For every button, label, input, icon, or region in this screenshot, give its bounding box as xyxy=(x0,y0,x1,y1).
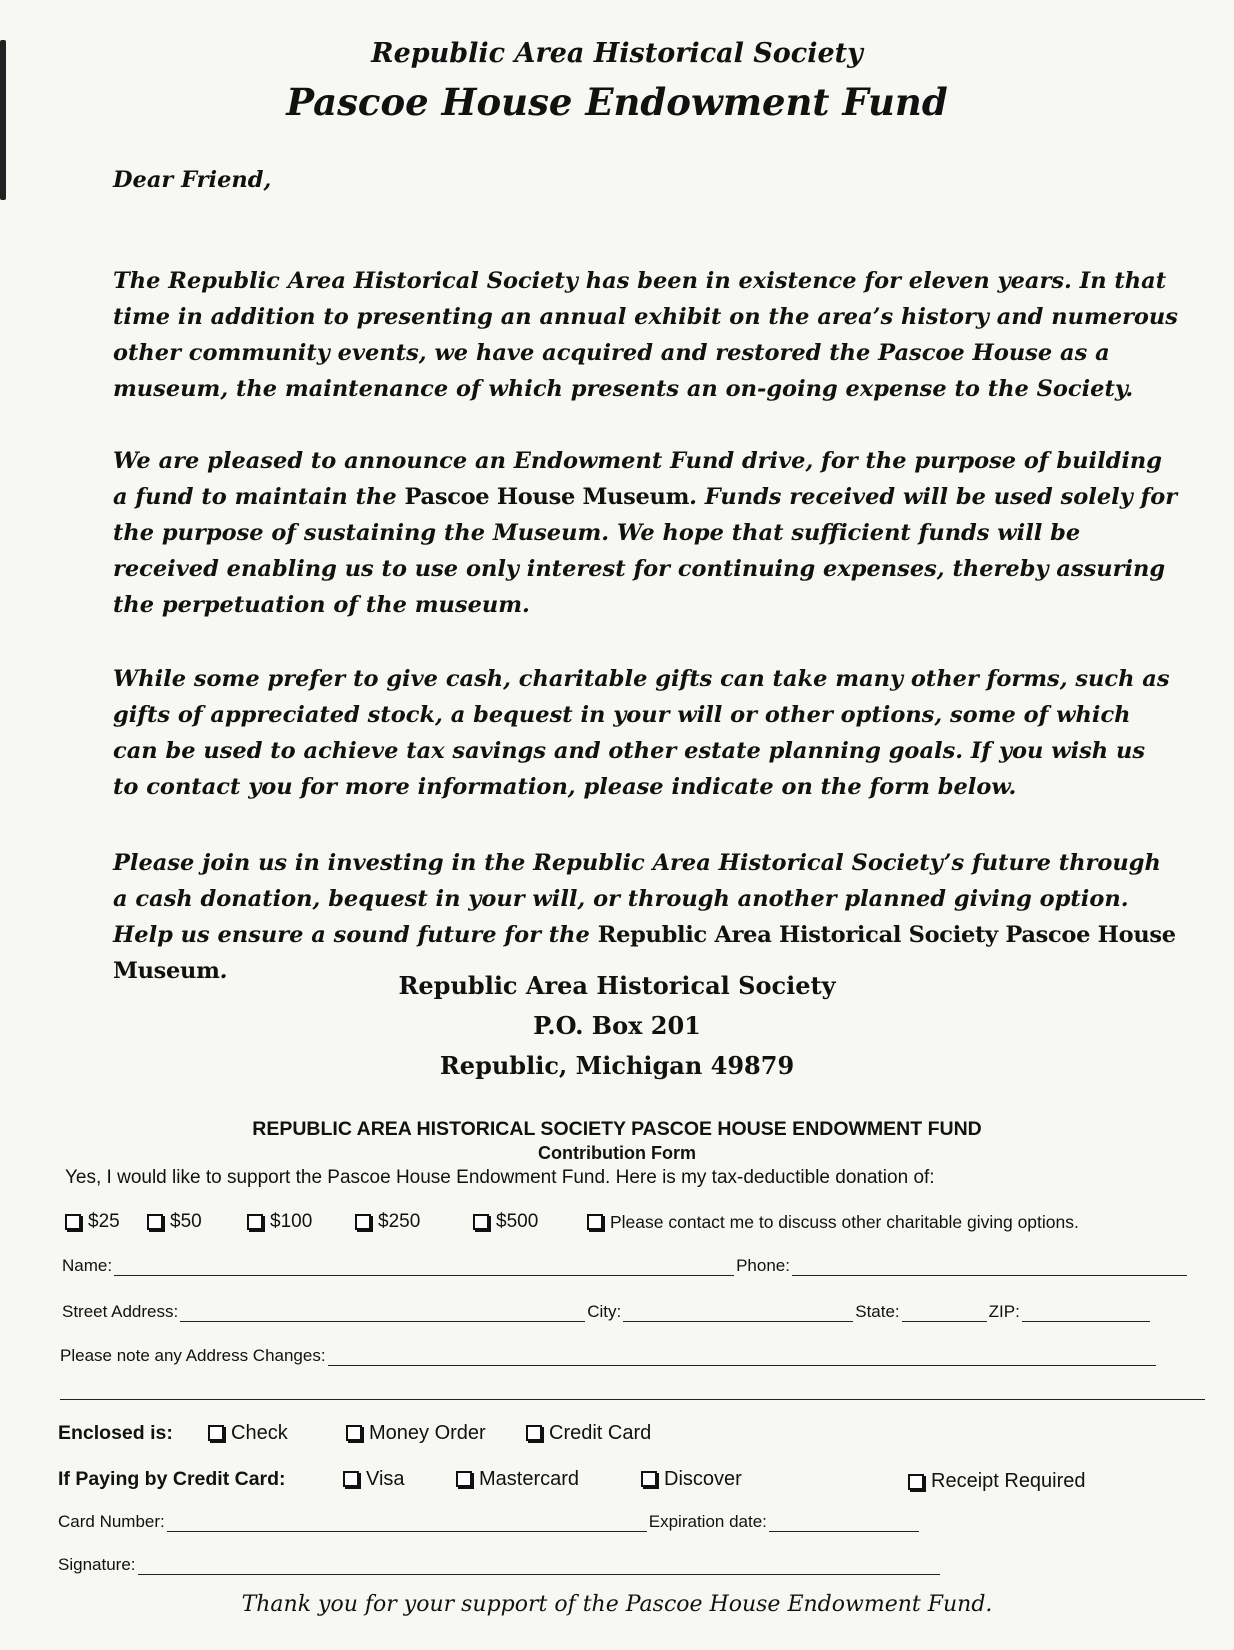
address-changes-row xyxy=(60,1346,1158,1366)
checkbox-icon xyxy=(526,1425,542,1441)
phone-field[interactable] xyxy=(792,1259,1187,1276)
amount-500-label: $500 xyxy=(496,1211,539,1232)
city-field[interactable] xyxy=(623,1305,853,1322)
amount-250-checkbox[interactable] xyxy=(355,1211,420,1233)
enclosed-label: Enclosed is: xyxy=(58,1421,173,1444)
check-checkbox[interactable] xyxy=(208,1422,288,1445)
letter-paragraph-1: The Republic Area Historical Society has been in existence for eleven years. In that time in addition to presenting an annual exhibit on the area’s history and numerous other community events, we have acquired and restored the Pascoe House as a museum, the maintenance of which presents an on-going expense to the Society. xyxy=(113,267,1178,402)
check-label: Check xyxy=(231,1421,288,1444)
street-address-field[interactable] xyxy=(180,1305,585,1322)
city-label: City: xyxy=(587,1302,622,1321)
checkbox-icon xyxy=(346,1425,362,1441)
address-line-2: P.O. Box 201 xyxy=(533,1011,701,1040)
amount-250-label: $250 xyxy=(378,1211,421,1232)
visa-label: Visa xyxy=(366,1467,405,1490)
zip-field[interactable] xyxy=(1022,1305,1150,1322)
paragraph-2-emphasis: Pascoe House Museum xyxy=(404,483,690,510)
checkbox-icon xyxy=(355,1214,371,1230)
amount-100-label: $100 xyxy=(270,1211,313,1232)
credit-card-label: Credit Card xyxy=(549,1421,652,1444)
card-number-label: Card Number: xyxy=(58,1512,165,1531)
card-number-row xyxy=(58,1512,921,1532)
money-order-label: Money Order xyxy=(369,1421,486,1444)
name-field[interactable] xyxy=(114,1259,734,1276)
checkbox-icon xyxy=(641,1471,657,1487)
checkbox-icon xyxy=(587,1214,603,1230)
mastercard-label: Mastercard xyxy=(479,1467,580,1490)
address-line-3: Republic, Michigan 49879 xyxy=(439,1051,795,1080)
state-label: State: xyxy=(855,1302,900,1321)
amount-500-checkbox[interactable] xyxy=(473,1211,538,1233)
receipt-required-label: Receipt Required xyxy=(931,1470,1086,1492)
checkbox-icon xyxy=(456,1471,472,1487)
address-changes-field[interactable] xyxy=(328,1349,1156,1366)
form-title: REPUBLIC AREA HISTORICAL SOCIETY PASCOE HOUSE ENDOWMENT FUND xyxy=(252,1118,982,1140)
amount-25-label: $25 xyxy=(88,1211,120,1232)
card-number-field[interactable] xyxy=(167,1515,647,1532)
fund-heading: Pascoe House Endowment Fund xyxy=(286,80,948,124)
discover-label: Discover xyxy=(664,1467,742,1490)
paragraph-4-emphasis: Republic Area Historical Society Pascoe House Museum xyxy=(113,921,1176,984)
checkbox-icon xyxy=(473,1214,489,1230)
donation-options xyxy=(65,1208,1165,1236)
enclosed-row xyxy=(58,1418,858,1448)
expiration-date-field[interactable] xyxy=(769,1515,919,1532)
street-address-label: Street Address: xyxy=(62,1302,179,1321)
salutation: Dear Friend, xyxy=(113,167,272,193)
letter-paragraph-2 xyxy=(113,443,1178,623)
amount-100-checkbox[interactable] xyxy=(247,1211,312,1233)
form-intro: Yes, I would like to support the Pascoe House Endowment Fund. Here is my tax-deductible donation of: xyxy=(65,1167,935,1188)
checkbox-icon xyxy=(343,1471,359,1487)
amount-25-checkbox[interactable] xyxy=(65,1211,120,1233)
name-row xyxy=(62,1256,1189,1276)
amount-50-checkbox[interactable] xyxy=(147,1211,202,1233)
checkbox-icon xyxy=(908,1474,924,1490)
contact-me-label: Please contact me to discuss other charitable giving options. xyxy=(610,1211,1079,1232)
signature-label: Signature: xyxy=(58,1555,136,1574)
expiration-date-label: Expiration date: xyxy=(648,1512,767,1531)
visa-checkbox[interactable] xyxy=(343,1468,405,1491)
form-subtitle: Contribution Form xyxy=(538,1143,696,1163)
address-changes-second-line[interactable] xyxy=(60,1399,1205,1400)
receipt-required-checkbox[interactable] xyxy=(908,1470,1086,1493)
organization-heading: Republic Area Historical Society xyxy=(371,38,863,69)
checkbox-icon xyxy=(65,1214,81,1230)
thank-you-note: Thank you for your support of the Pascoe House Endowment Fund. xyxy=(241,1592,993,1617)
name-label: Name: xyxy=(62,1256,113,1275)
money-order-checkbox[interactable] xyxy=(346,1422,486,1445)
paragraph-2-text-b: . Funds received will be used solely for the purpose of sustaining the Museum. We hope that sufficient funds will be received enabling us to use only interest for continuing expenses, thereby assuring the perpetuation of the museum. xyxy=(113,483,1178,618)
checkbox-icon xyxy=(247,1214,263,1230)
address-line-1: Republic Area Historical Society xyxy=(398,971,836,1000)
credit-card-row xyxy=(58,1464,1158,1494)
state-field[interactable] xyxy=(902,1305,987,1322)
address-row xyxy=(62,1302,1152,1322)
paragraph-4-text-a: Please join us in investing in the Republic Area Historical Society’s future through a cash donation, bequest in your will, or through another planned giving option. Help us ensure a sound future for the xyxy=(113,849,1161,948)
signature-row xyxy=(58,1555,942,1575)
amount-50-label: $50 xyxy=(170,1211,202,1232)
address-changes-label: Please note any Address Changes: xyxy=(60,1346,326,1365)
contact-me-checkbox[interactable] xyxy=(587,1212,1079,1233)
discover-checkbox[interactable] xyxy=(641,1468,742,1491)
paragraph-4-text-b: . xyxy=(219,957,228,984)
zip-label: ZIP: xyxy=(988,1302,1020,1321)
mailing-address xyxy=(0,966,1234,1086)
phone-label: Phone: xyxy=(736,1256,790,1275)
mastercard-checkbox[interactable] xyxy=(456,1468,579,1491)
checkbox-icon xyxy=(208,1425,224,1441)
checkbox-icon xyxy=(147,1214,163,1230)
paragraph-2-text-a: We are pleased to announce an Endowment Fund drive, for the purpose of building a fund to maintain the xyxy=(113,447,1162,510)
signature-field[interactable] xyxy=(138,1558,940,1575)
letter-paragraph-3: While some prefer to give cash, charitable gifts can take many other forms, such as gifts of appreciated stock, a bequest in your will or other options, some of which can be used to achieve tax savings and other estate planning goals. If you wish us to contact you for more information, please indicate on the form below. xyxy=(113,665,1170,800)
credit-card-checkbox[interactable] xyxy=(526,1422,651,1445)
credit-card-type-label: If Paying by Credit Card: xyxy=(58,1467,286,1490)
